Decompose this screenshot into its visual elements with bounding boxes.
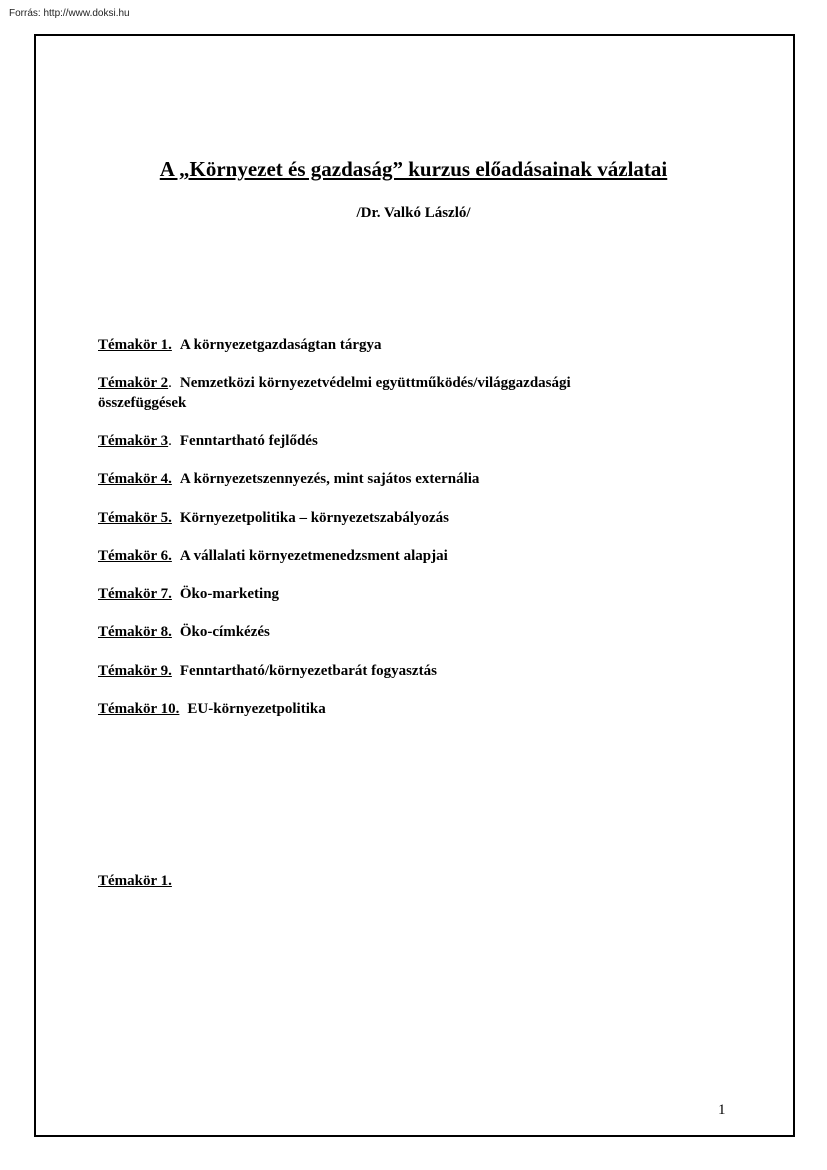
topic-text: EU-környezetpolitika — [187, 701, 326, 717]
topic-text: A környezetgazdaságtan tárgya — [179, 337, 382, 353]
topic-label: Témakör 10. — [98, 701, 180, 717]
topic-label: Témakör 4. — [98, 471, 172, 487]
page-number: 1 — [718, 1102, 726, 1118]
topic-item — [98, 546, 698, 566]
topic-text: Öko-marketing — [179, 586, 280, 602]
topic-label: Témakör 8. — [98, 624, 172, 640]
author-line: /Dr. Valkó László/ — [356, 205, 471, 221]
topic-label: Témakör 5. — [98, 510, 172, 526]
topic-item — [98, 469, 698, 489]
topic-separator: . — [168, 433, 172, 449]
topic-label: Témakör 6. — [98, 548, 172, 564]
source-note: Forrás: http://www.doksi.hu — [9, 8, 130, 19]
topic-item — [98, 622, 698, 642]
section-heading: Témakör 1. — [98, 873, 172, 889]
topic-text: Nemzetközi környezetvédelmi együttműködés/világgazdasági összefüggések — [98, 375, 571, 411]
topic-item — [98, 508, 698, 528]
document-title: A „Környezet és gazdaság” kurzus előadásainak vázlatai — [159, 157, 668, 181]
topic-label: Témakör 3 — [98, 433, 169, 449]
topic-item — [98, 699, 698, 719]
topic-text: A környezetszennyezés, mint sajátos externália — [179, 471, 480, 487]
topic-item — [98, 661, 698, 681]
topic-text: Fenntartható/környezetbarát fogyasztás — [179, 663, 437, 679]
topic-text: Fenntartható fejlődés — [179, 433, 318, 449]
topic-label: Témakör 2 — [98, 375, 169, 391]
topic-text: A vállalati környezetmenedzsment alapjai — [179, 548, 448, 564]
topic-item — [98, 373, 658, 413]
topic-text: Környezetpolitika – környezetszabályozás — [179, 510, 450, 526]
topic-item — [98, 335, 698, 355]
topic-label: Témakör 1. — [98, 337, 172, 353]
topic-label: Témakör 9. — [98, 663, 172, 679]
topic-text: Öko-címkézés — [179, 624, 270, 640]
topic-label: Témakör 7. — [98, 586, 172, 602]
topic-item — [98, 584, 698, 604]
topic-separator: . — [168, 375, 172, 391]
topic-item — [98, 431, 698, 451]
